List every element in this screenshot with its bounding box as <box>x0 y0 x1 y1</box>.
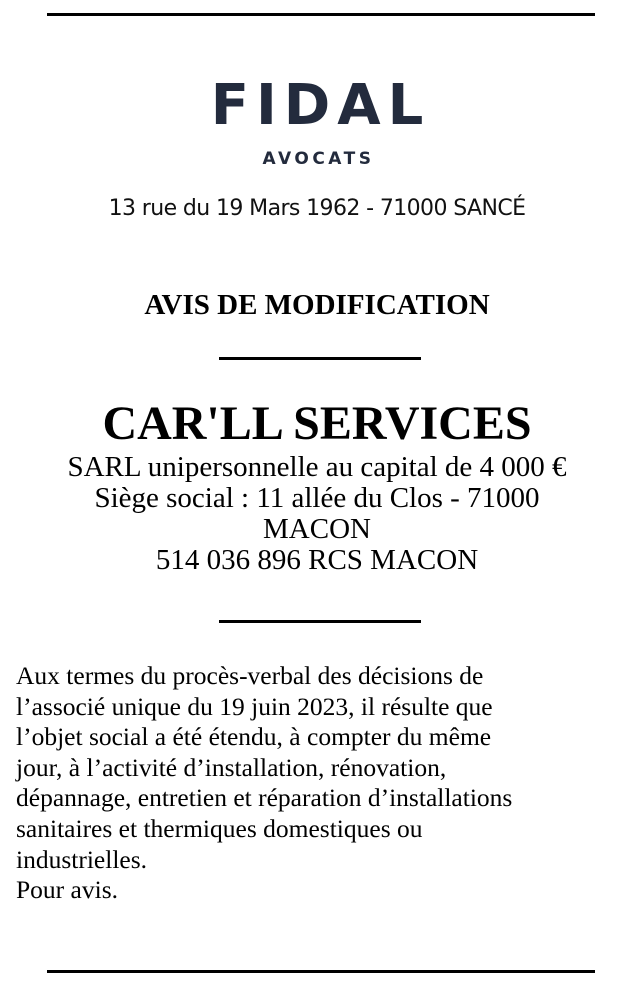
company-registration: 514 036 896 RCS MACON <box>155 544 479 576</box>
company-legal-form: SARL unipersonnelle au capital de 4 000 € <box>67 451 567 483</box>
company-head-office: Siège social : 11 allée du Clos - 71000 <box>94 482 540 514</box>
notice-body: Aux termes du procès-verbal des décisions de l’associé unique du 19 juin 2023, il résulte que l’objet social a été étendu, à compter du même jour, à l’activité d’installation, rénovation, dépannage, entretien et réparation d’installations sanitaires et thermiques domestiques ou industrielles. Pour avis. <box>16 661 513 905</box>
logo-subtitle: AVOCATS <box>262 149 375 169</box>
company-divider <box>219 620 421 623</box>
company-head-office-city: MACON <box>263 513 371 545</box>
title-divider <box>219 357 421 360</box>
company-name: CAR'LL SERVICES <box>102 397 532 450</box>
top-divider <box>47 13 595 16</box>
firm-address: 13 rue du 19 Mars 1962 - 71000 SANCÉ <box>108 196 526 221</box>
company-block <box>0 396 634 576</box>
fidal-logo: FIDAL <box>210 73 431 138</box>
notice-title: AVIS DE MODIFICATION <box>144 289 490 321</box>
bottom-divider <box>47 970 595 973</box>
